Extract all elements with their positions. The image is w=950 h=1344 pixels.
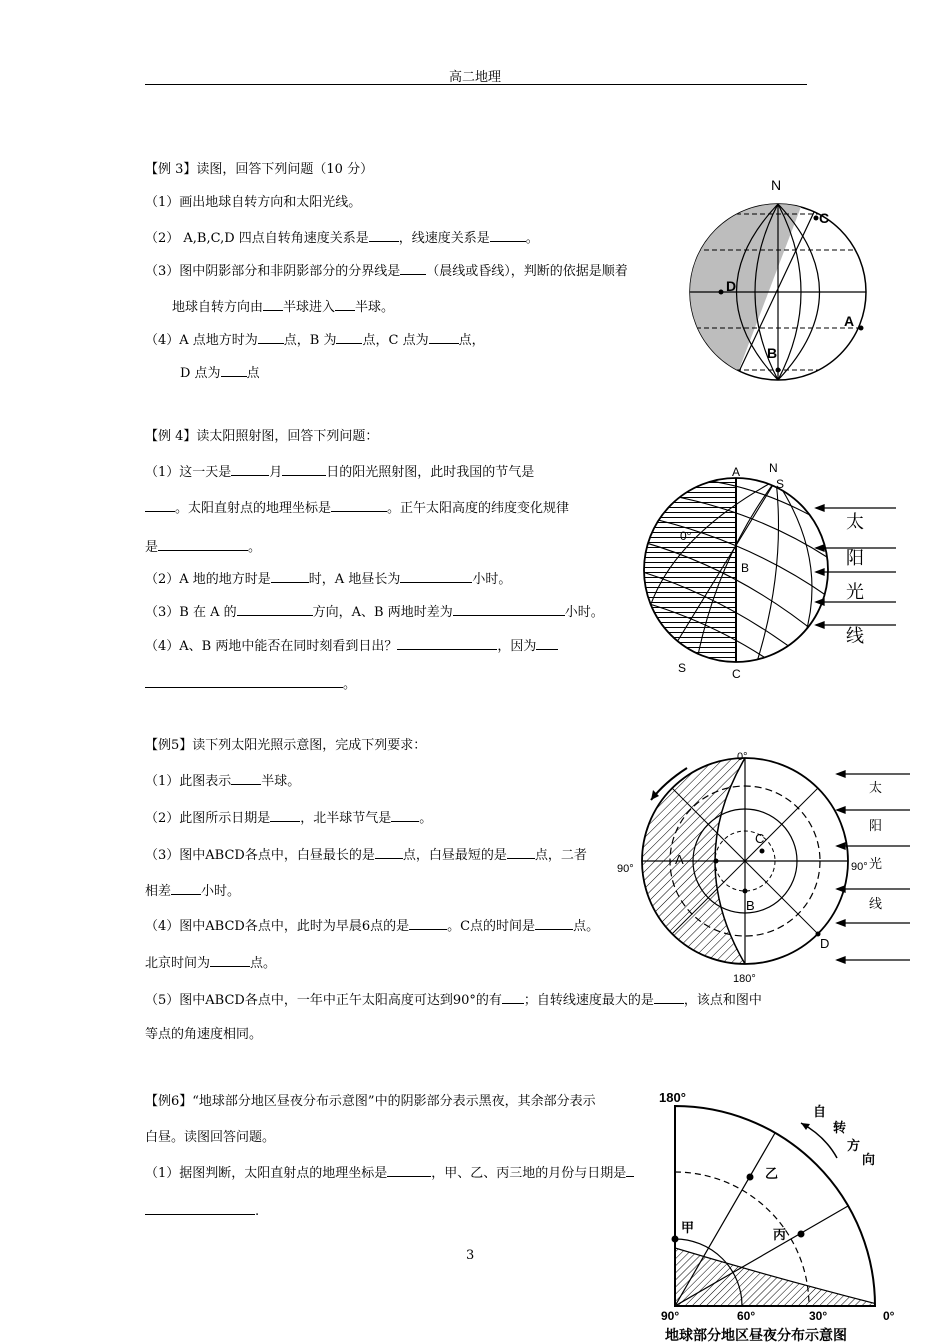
text: . — [255, 1204, 260, 1219]
text: 。 — [525, 231, 539, 246]
ex4-q4 — [145, 636, 558, 655]
text: 点，C 点为 — [362, 333, 429, 348]
text: 时，A 地昼长为 — [308, 572, 401, 587]
text: 点，二者 — [534, 848, 587, 863]
text: 点 — [246, 366, 260, 381]
sun-label-1: 太 — [846, 512, 864, 532]
text: 。太阳直射点的地理坐标是 — [175, 501, 332, 516]
label-yi: 乙 — [765, 1166, 779, 1181]
ex3-q1: （1）画出地球自转方向和太阳光线。 — [145, 195, 362, 210]
answer-blank[interactable] — [400, 261, 426, 275]
answer-blank[interactable] — [331, 498, 387, 512]
text: ；自转线速度最大的是 — [523, 993, 654, 1008]
ex3-q2 — [145, 228, 539, 247]
label-90-degree: 90° — [661, 1309, 680, 1323]
answer-blank[interactable] — [490, 228, 526, 242]
answer-blank[interactable] — [270, 808, 300, 822]
label-D: D — [726, 278, 737, 294]
ex5-q4 — [145, 916, 599, 935]
answer-blank[interactable] — [400, 569, 472, 583]
text: ，甲、乙、丙三地的月份与日期是 — [431, 1166, 627, 1181]
sun-label-4: 线 — [846, 626, 864, 646]
answer-blank[interactable] — [654, 990, 684, 1004]
text: （4）A 点地方时为 — [145, 333, 258, 348]
ex4-q1 — [145, 462, 534, 481]
ex3-globe-diagram — [680, 170, 880, 390]
label-0-degree: 0° — [737, 751, 748, 763]
label-C: C — [819, 210, 830, 226]
answer-blank[interactable] — [502, 990, 524, 1004]
rotation-label-2: 转 — [833, 1120, 847, 1135]
text: 。 — [343, 677, 357, 692]
answer-blank[interactable] — [258, 330, 284, 344]
answer-blank[interactable] — [171, 881, 201, 895]
ex4-q3 — [145, 602, 604, 621]
answer-blank[interactable] — [210, 953, 250, 967]
text: ，该点和图中 — [683, 993, 762, 1008]
answer-blank[interactable] — [429, 330, 459, 344]
answer-blank[interactable] — [335, 297, 355, 311]
label-A: A — [732, 465, 741, 479]
label-jia: 甲 — [681, 1220, 695, 1235]
answer-blank[interactable] — [387, 1163, 431, 1177]
text: （3）图中阴影部分和非阴影部分的分界线是 — [145, 264, 401, 279]
label-B: B — [746, 898, 755, 913]
ex3-title: 【例 3】读图，回答下列问题（10 分） — [145, 162, 374, 177]
ex6-day-night-diagram — [655, 1088, 925, 1344]
label-zero-degree: 0° — [680, 529, 692, 543]
text: ，北半球节气是 — [300, 811, 392, 826]
label-bing: 丙 — [773, 1227, 787, 1242]
text: 点。 — [573, 919, 600, 934]
text: 小时。 — [201, 884, 241, 899]
label-N: N — [770, 177, 782, 193]
ex5-polar-sunlight-diagram — [615, 748, 915, 983]
ex5-q1 — [145, 771, 300, 790]
text: 点。 — [250, 956, 277, 971]
text: 相差 — [145, 884, 172, 899]
ex5-q3 — [145, 845, 587, 864]
ex4-title: 【例 4】读太阳照射图，回答下列问题： — [145, 429, 379, 444]
label-C: C — [732, 667, 741, 681]
text: （5）图中ABCD各点中，一年中正午太阳高度可达到90°的有 — [145, 993, 502, 1008]
ex5-q2 — [145, 808, 432, 827]
ex6-q1-cont — [145, 1201, 259, 1220]
answer-blank[interactable] — [409, 916, 447, 930]
rotation-label-4: 向 — [862, 1152, 876, 1167]
ex5-title: 【例5】读下列太阳光照示意图，完成下列要求： — [145, 738, 427, 753]
label-0-degree: 0° — [883, 1309, 895, 1323]
answer-blank[interactable] — [231, 771, 261, 785]
answer-blank[interactable] — [237, 602, 313, 616]
text: 点，白昼最短的是 — [402, 848, 507, 863]
text: 小时。 — [564, 605, 604, 620]
text: ，因为 — [497, 639, 537, 654]
label-S-top: S — [776, 477, 785, 491]
answer-blank[interactable] — [263, 297, 283, 311]
text: （1）此图表示 — [145, 774, 232, 789]
label-S-bottom: S — [678, 661, 687, 675]
rotation-label-1: 自 — [813, 1104, 827, 1119]
sun-label-3: 光 — [846, 582, 864, 602]
text: （晨线或昏线），判断的依据是顺着 — [426, 264, 628, 279]
label-60-degree: 60° — [737, 1309, 756, 1323]
label-N: N — [769, 461, 778, 475]
answer-blank[interactable] — [158, 537, 248, 551]
answer-blank[interactable] — [536, 636, 558, 650]
answer-blank[interactable] — [145, 498, 175, 512]
text: （2）此图所示日期是 — [145, 811, 271, 826]
text: （2） A,B,C,D 四点自转角速度关系是 — [145, 231, 369, 246]
answer-blank[interactable] — [282, 462, 326, 476]
label-180-degree: 180° — [659, 1090, 686, 1105]
text: 月 — [269, 465, 283, 480]
text: 。 — [419, 811, 433, 826]
answer-blank[interactable] — [453, 602, 565, 616]
label-B: B — [741, 561, 750, 575]
answer-blank[interactable] — [375, 845, 403, 859]
text: 半球。 — [261, 774, 301, 789]
label-30-degree: 30° — [809, 1309, 828, 1323]
label-C: C — [755, 831, 765, 846]
ex4-sunlight-diagram — [636, 460, 906, 682]
text: 地球自转方向由 — [172, 300, 264, 315]
text: （1）据图判断，太阳直射点的地理坐标是 — [145, 1166, 388, 1181]
label-90-right: 90° — [851, 861, 868, 873]
label-A: A — [675, 852, 684, 867]
text: 。C点的时间是 — [447, 919, 536, 934]
ex5-q3-cont — [145, 881, 240, 900]
answer-blank[interactable] — [336, 330, 362, 344]
text: （3）B 在 A 的 — [145, 605, 237, 620]
ex3-q4 — [145, 330, 485, 349]
sun-label-2: 阳 — [846, 548, 864, 568]
text: D 点为 — [180, 366, 221, 381]
answer-blank[interactable] — [271, 569, 309, 583]
ex4-q1-line2 — [145, 498, 569, 517]
text: 点，B 为 — [283, 333, 337, 348]
ex3-q4-cont — [180, 363, 260, 382]
label-180-degree: 180° — [733, 973, 756, 985]
label-90-left: 90° — [617, 863, 634, 875]
label-A: A — [844, 313, 855, 329]
sun-label-2: 阳 — [869, 818, 883, 833]
ex3-q3 — [145, 261, 628, 280]
ex4-q4-cont — [145, 674, 356, 693]
text: ，线速度关系是 — [398, 231, 490, 246]
ex6-q1 — [145, 1163, 634, 1182]
answer-blank[interactable] — [231, 462, 269, 476]
ex4-q2 — [145, 569, 511, 588]
text: 日的阳光照射图，此时我国的节气是 — [326, 465, 535, 480]
text: 方向，A、B 两地时差为 — [312, 605, 453, 620]
rotation-label-3: 方 — [847, 1138, 861, 1153]
answer-blank[interactable] — [507, 845, 535, 859]
ex4-q1-line3 — [145, 537, 261, 556]
text: （4）图中ABCD各点中，此时为早晨6点的是 — [145, 919, 410, 934]
answer-blank[interactable] — [391, 808, 419, 822]
ex5-q4-cont — [145, 953, 276, 972]
answer-blank[interactable] — [221, 363, 247, 377]
sun-label-3: 光 — [869, 856, 883, 871]
text: 点， — [458, 333, 485, 348]
answer-blank[interactable] — [369, 228, 399, 242]
text: （1）这一天是 — [145, 465, 232, 480]
text: 北京时间为 — [145, 956, 211, 971]
text: 是 — [145, 540, 159, 555]
answer-blank[interactable] — [535, 916, 573, 930]
answer-blank[interactable] — [397, 636, 497, 650]
ex5-q5 — [145, 990, 762, 1009]
text: （4）A、B 两地中能否在同时刻看到日出？ — [145, 639, 398, 654]
text: （3）图中ABCD各点中，白昼最长的是 — [145, 848, 375, 863]
ex6-title: 【例6】“地球部分地区昼夜分布示意图”中的阴影部分表示黑夜，其余部分表示 — [145, 1094, 596, 1109]
answer-blank[interactable] — [145, 1201, 255, 1215]
text: 小时。 — [472, 572, 512, 587]
ex6-line2: 白昼。读图回答问题。 — [145, 1130, 276, 1145]
text: 。正午太阳高度的纬度变化规律 — [387, 501, 570, 516]
text: 半球进入 — [283, 300, 336, 315]
ex5-q5-cont: 等点的角速度相同。 — [145, 1027, 263, 1042]
sun-label-1: 太 — [869, 780, 883, 795]
text: 半球。 — [355, 300, 395, 315]
figure-caption: 地球部分地区昼夜分布示意图 — [665, 1327, 847, 1343]
label-B: B — [767, 345, 778, 361]
answer-blank[interactable] — [626, 1163, 634, 1177]
header-rule — [145, 84, 807, 85]
text: （2）A 地的地方时是 — [145, 572, 271, 587]
page-header: 高二地理 — [448, 70, 501, 85]
sun-label-4: 线 — [869, 896, 883, 911]
ex3-q3-cont — [172, 297, 394, 316]
text: 。 — [248, 540, 262, 555]
label-D: D — [820, 936, 830, 951]
answer-blank[interactable] — [145, 674, 343, 688]
page-number: 3 — [466, 1248, 475, 1263]
